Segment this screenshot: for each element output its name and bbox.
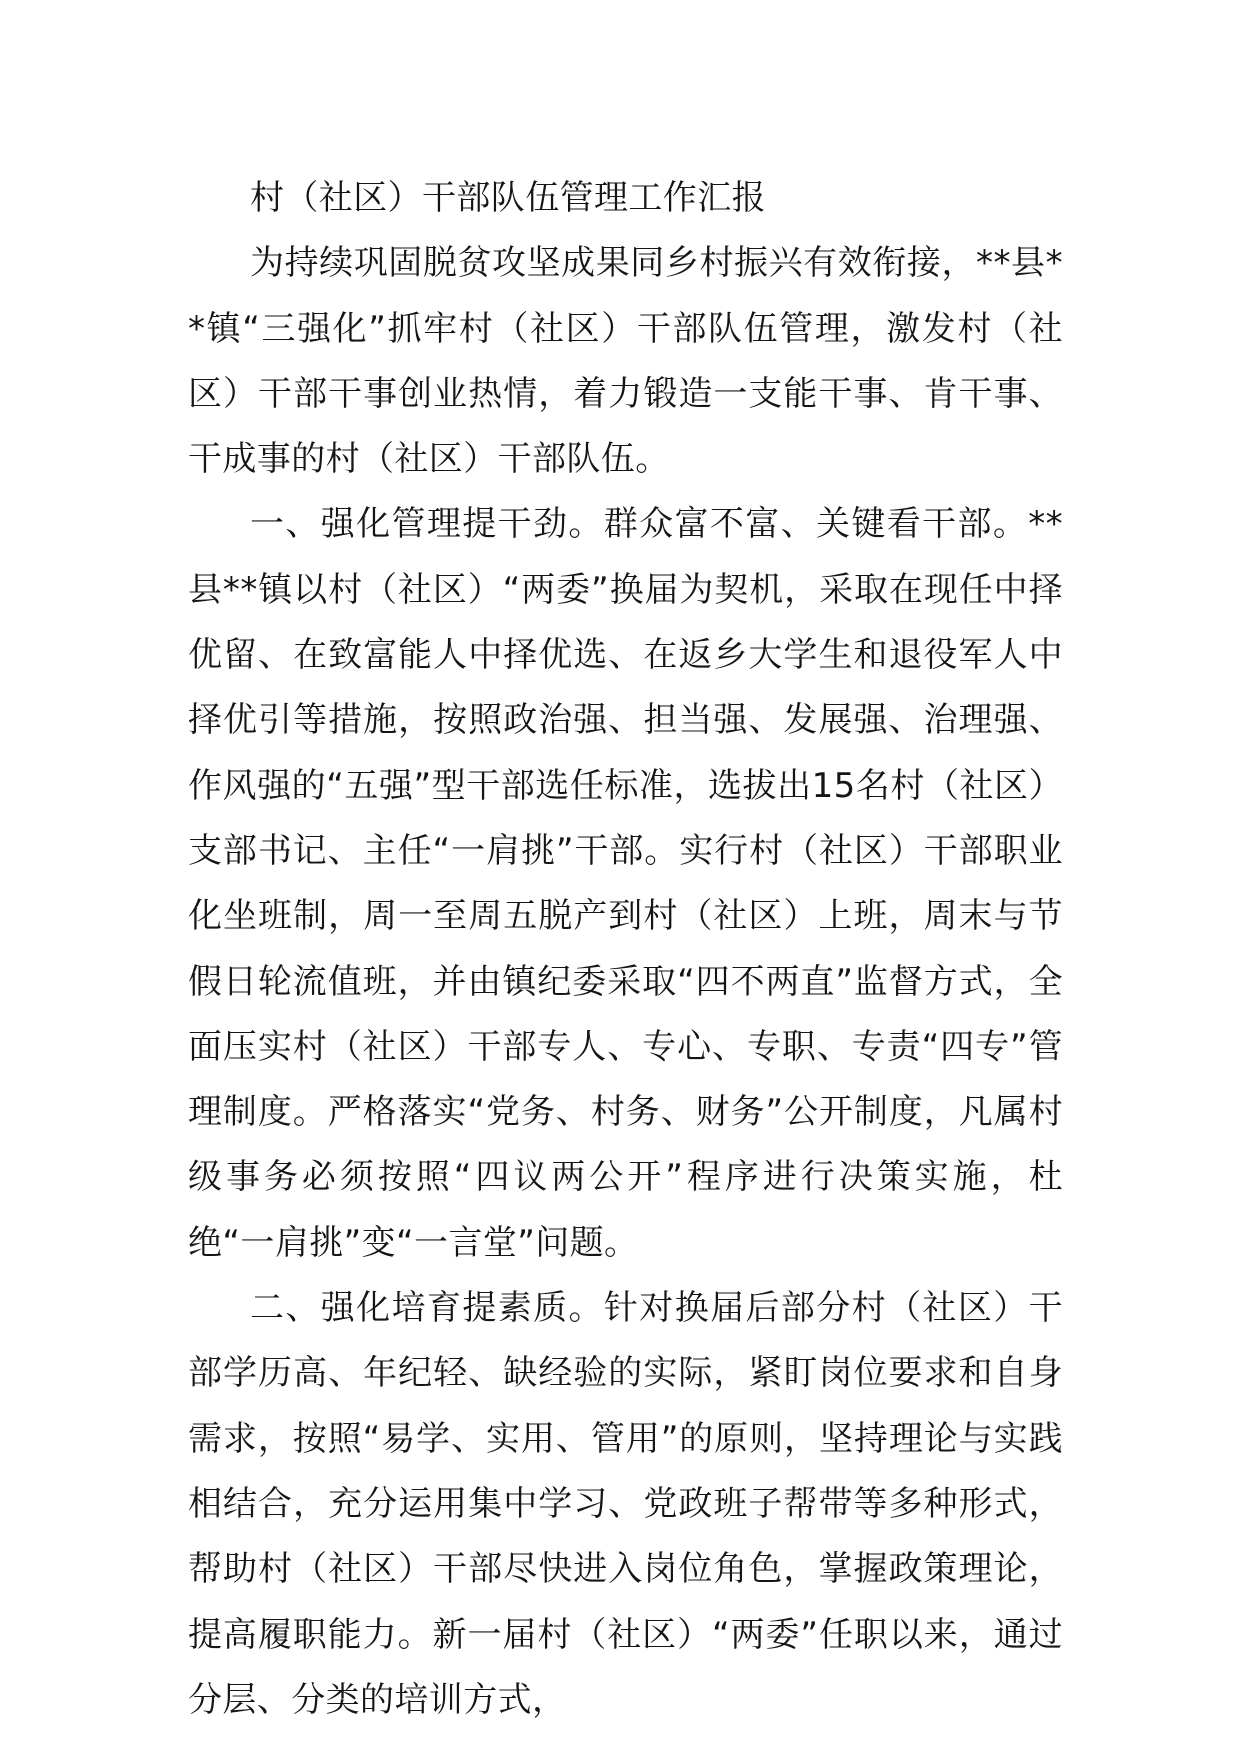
document-title: 村（社区）干部队伍管理工作汇报 bbox=[250, 178, 766, 218]
paragraph-intro: 为持续巩固脱贫攻坚成果同乡村振兴有效衔接，**县**镇“三强化”抓牢村（社区）干部队伍管理，激发村（社区）干部干事创业热情，着力锻造一支能干事、肯干事、干成事的村（社区）干部队伍。 bbox=[188, 243, 1063, 480]
paragraph-section-two: 二、强化培育提素质。针对换届后部分村（社区）干部学历高、年纪轻、缺经验的实际，紧盯岗位要求和自身需求，按照“易学、实用、管用”的原则，坚持理论与实践相结合，充分运用集中学习、党政班子帮带等多种形式，帮助村（社区）干部尽快进入岗位角色，掌握政策理论，提高履职能力。新一届村（社区）“两委”任职以来，通过分层、分类的培训方式， bbox=[188, 1288, 1063, 1720]
document-body bbox=[188, 166, 1063, 1733]
paragraph-section-one: 一、强化管理提干劲。群众富不富、关键看干部。**县**镇以村（社区）“两委”换届为契机，采取在现任中择优留、在致富能人中择优选、在返乡大学生和退役军人中择优引等措施，按照政治强、担当强、发展强、治理强、作风强的“五强”型干部选任标准，选拔出15名村（社区）支部书记、主任“一肩挑”干部。实行村（社区）干部职业化坐班制，周一至周五脱产到村（社区）上班，周末与节假日轮流值班，并由镇纪委采取“四不两直”监督方式，全面压实村（社区）干部专人、专心、专职、专责“四专”管理制度。严格落实“党务、村务、财务”公开制度，凡属村级事务必须按照“四议两公开”程序进行决策实施，杜绝“一肩挑”变“一言堂”问题。 bbox=[188, 504, 1063, 1263]
